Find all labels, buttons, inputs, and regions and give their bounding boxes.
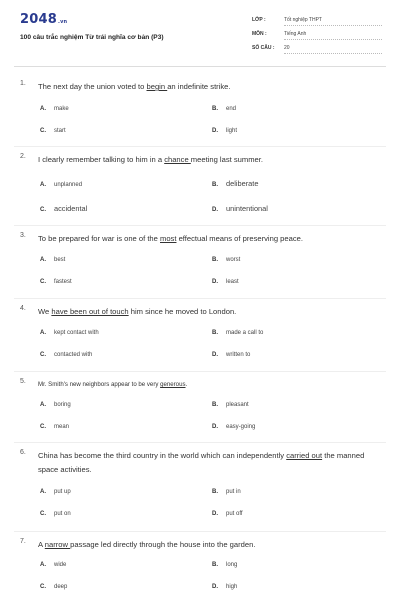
option-d[interactable]: D. written to bbox=[212, 352, 251, 358]
option-a[interactable]: A. best bbox=[40, 257, 66, 263]
option-c[interactable]: C. put on bbox=[40, 511, 71, 517]
meta-value: Tiếng Anh bbox=[284, 31, 307, 37]
question-6 bbox=[20, 449, 380, 529]
option-b[interactable]: B. end bbox=[212, 106, 237, 112]
underlined-word: have been out of touch bbox=[51, 307, 129, 316]
question-number: 5. bbox=[20, 378, 26, 385]
meta-grade bbox=[252, 14, 382, 26]
question-divider bbox=[14, 371, 386, 372]
option-d[interactable]: D. unintentional bbox=[212, 204, 268, 213]
meta-label: SỐ CÂU : bbox=[252, 45, 275, 51]
option-c[interactable]: C. deep bbox=[40, 584, 68, 590]
meta-label: MÔN : bbox=[252, 31, 267, 37]
question-text: We have been out of touch him since he moved to London. bbox=[38, 307, 237, 316]
question-number: 4. bbox=[20, 305, 26, 312]
underlined-word: carried out bbox=[286, 451, 323, 460]
question-7 bbox=[20, 538, 380, 598]
option-d[interactable]: D. high bbox=[212, 584, 238, 590]
option-c[interactable]: C. fastest bbox=[40, 279, 72, 285]
option-d[interactable]: D. light bbox=[212, 128, 238, 134]
header-divider bbox=[14, 66, 386, 67]
question-number: 2. bbox=[20, 153, 26, 160]
logo-text: 2048 bbox=[20, 12, 57, 27]
option-c[interactable]: C. accidental bbox=[40, 204, 88, 213]
option-c[interactable]: C. contacted with bbox=[40, 352, 93, 358]
option-d[interactable]: D. least bbox=[212, 279, 239, 285]
question-number: 3. bbox=[20, 232, 26, 239]
question-text: China has become the third country in the world which can independently carried out the manned space activities. bbox=[38, 451, 365, 474]
question-number: 7. bbox=[20, 538, 26, 545]
underlined-word: narrow bbox=[44, 540, 71, 549]
option-d[interactable]: D. easy-going bbox=[212, 424, 256, 430]
question-1 bbox=[20, 80, 380, 144]
option-a[interactable]: A. boring bbox=[40, 402, 71, 408]
question-divider bbox=[14, 442, 386, 443]
question-text: I clearly remember talking to him in a chance meeting last summer. bbox=[38, 155, 263, 164]
question-number: 6. bbox=[20, 449, 26, 456]
option-a[interactable]: A. wide bbox=[40, 562, 67, 568]
option-d[interactable]: D. put off bbox=[212, 511, 243, 517]
question-3 bbox=[20, 232, 380, 296]
option-b[interactable]: B. pleasant bbox=[212, 402, 249, 408]
question-divider bbox=[14, 225, 386, 226]
underlined-word: most bbox=[160, 234, 177, 243]
option-b[interactable]: B. long bbox=[212, 562, 238, 568]
option-b[interactable]: B. made a call to bbox=[212, 330, 264, 336]
option-a[interactable]: A. make bbox=[40, 106, 69, 112]
option-c[interactable]: C. mean bbox=[40, 424, 70, 430]
logo-suffix: .vn bbox=[57, 19, 68, 25]
document-title: 100 câu trắc nghiệm Từ trái nghĩa cơ bản (P3) bbox=[20, 34, 164, 41]
question-5 bbox=[20, 378, 380, 440]
question-text: A narrow passage led directly through the house into the garden. bbox=[38, 540, 256, 549]
question-text: The next day the union voted to begin an indefinite strike. bbox=[38, 82, 231, 91]
underlined-word: generous bbox=[160, 381, 186, 388]
document-header bbox=[0, 0, 400, 68]
meta-value: Tốt nghiệp THPT bbox=[284, 17, 322, 23]
question-2 bbox=[20, 153, 380, 217]
question-number: 1. bbox=[20, 80, 26, 87]
meta-question-count bbox=[252, 42, 382, 54]
option-a[interactable]: A. kept contact with bbox=[40, 330, 99, 336]
meta-label: LỚP : bbox=[252, 17, 266, 23]
option-b[interactable]: B. put in bbox=[212, 489, 241, 495]
option-a[interactable]: A. unplanned bbox=[40, 182, 83, 188]
question-divider bbox=[14, 531, 386, 532]
underlined-word: chance bbox=[164, 155, 191, 164]
question-text: To be prepared for war is one of the most effectual means of preserving peace. bbox=[38, 234, 303, 243]
underlined-word: begin bbox=[146, 82, 168, 91]
option-b[interactable]: B. deliberate bbox=[212, 179, 259, 188]
meta-value: 20 bbox=[284, 45, 290, 51]
question-divider bbox=[14, 298, 386, 299]
question-4 bbox=[20, 305, 380, 369]
site-logo[interactable] bbox=[20, 12, 67, 27]
question-text: Mr. Smith's new neighbors appear to be very generous. bbox=[38, 381, 188, 388]
option-c[interactable]: C. start bbox=[40, 128, 66, 134]
option-a[interactable]: A. put up bbox=[40, 489, 71, 495]
option-b[interactable]: B. worst bbox=[212, 257, 241, 263]
meta-subject bbox=[252, 28, 382, 40]
question-divider bbox=[14, 146, 386, 147]
